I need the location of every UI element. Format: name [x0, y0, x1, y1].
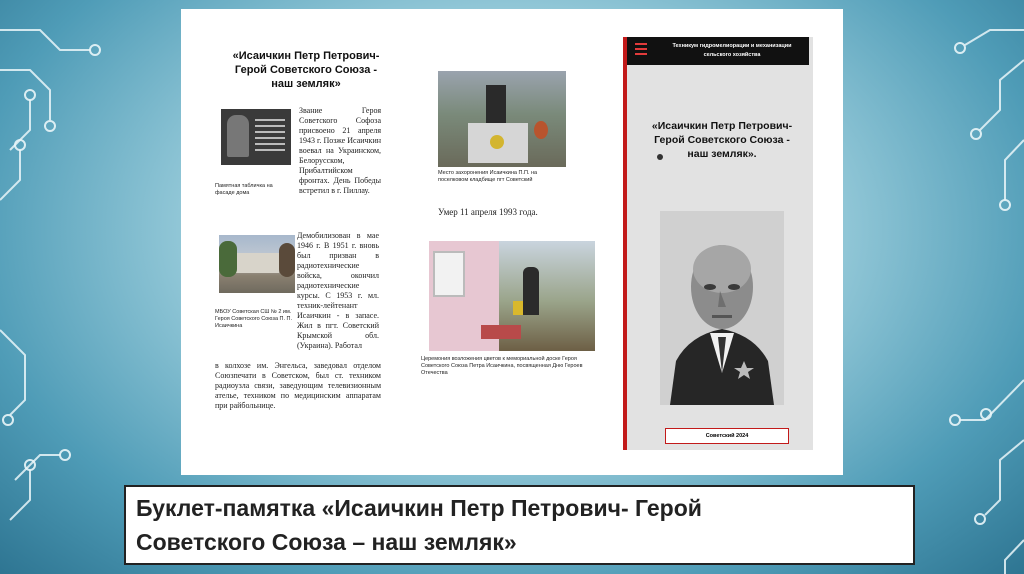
- portrait-illustration: [660, 211, 784, 405]
- cover-title: «Исаичкин Петр Петрович- Герой Советского Союза - наш земляк».: [651, 120, 793, 160]
- hero-portrait: [660, 211, 784, 405]
- slide-caption-line-1: Буклет-памятка «Исаичкин Петр Петрович- Герой: [136, 495, 702, 521]
- slide-caption-line-2: Советского Союза – наш земляк»: [136, 529, 517, 555]
- memorial-plaque-photo: [221, 109, 291, 165]
- caption-grave: Место захоронения Исаичкина П.П. на поселковом кладбище пгт Советский: [438, 170, 538, 183]
- caption-plaque: Памятная табличка на фасаде дома: [215, 183, 273, 196]
- grave-photo: [438, 71, 566, 167]
- cover-year: Советский 2024: [665, 428, 789, 444]
- caption-ceremony: Церемония возложения цветов к мемориальной доске Героя Советского Союза Петра Исаичкина, посвященная Дню Героев Отечества: [421, 356, 583, 376]
- death-date: Умер 11 апреля 1993 года.: [438, 207, 538, 217]
- school-photo: [219, 235, 295, 293]
- caption-school: МБОУ Советская СШ № 2 им. Героя Советского Союза П. П. Исаичкина: [215, 309, 293, 329]
- menu-icon: [635, 43, 647, 58]
- cover-header: [627, 37, 809, 65]
- booklet-inner-page: [181, 9, 621, 475]
- ceremony-photo: [429, 241, 595, 351]
- slide-caption-box: [124, 485, 915, 565]
- biography-text-3: в колхозе им. Энгельса, заведовал отделом Союзпечати в Советском, был ст. техником радиоузла связи, заведующим телевизионным ателье, техником по медицинским аппаратам при райбольнице.: [215, 361, 381, 410]
- cover-organization: Техникум гидромелиорации и механизации сельского хозяйства: [672, 43, 792, 58]
- booklet-left-title: «Исаичкин Петр Петрович- Герой Советского Союза - наш земляк»: [232, 50, 380, 90]
- biography-text-2: Демобилизован в мае 1946 г. В 1951 г. вновь был призван в радиотехнические войска, окончил радиотехнические курсы. С 1953 г. мл. техник-лейтенант Исаичкин - в запасе. Жил в пгт. Советский Крымской обл. (Украина). Работал: [297, 231, 379, 350]
- booklet-cover: [623, 37, 813, 450]
- booklet-spread: [181, 9, 843, 475]
- biography-text-1: Звание Героя Советского Софоза присвоено 21 апреля 1943 г. Позже Исаичкин воевал на Украинском, Белорусском, Прибалтийском фронтах. День Победы встретил в г. Пиллау.: [299, 106, 381, 195]
